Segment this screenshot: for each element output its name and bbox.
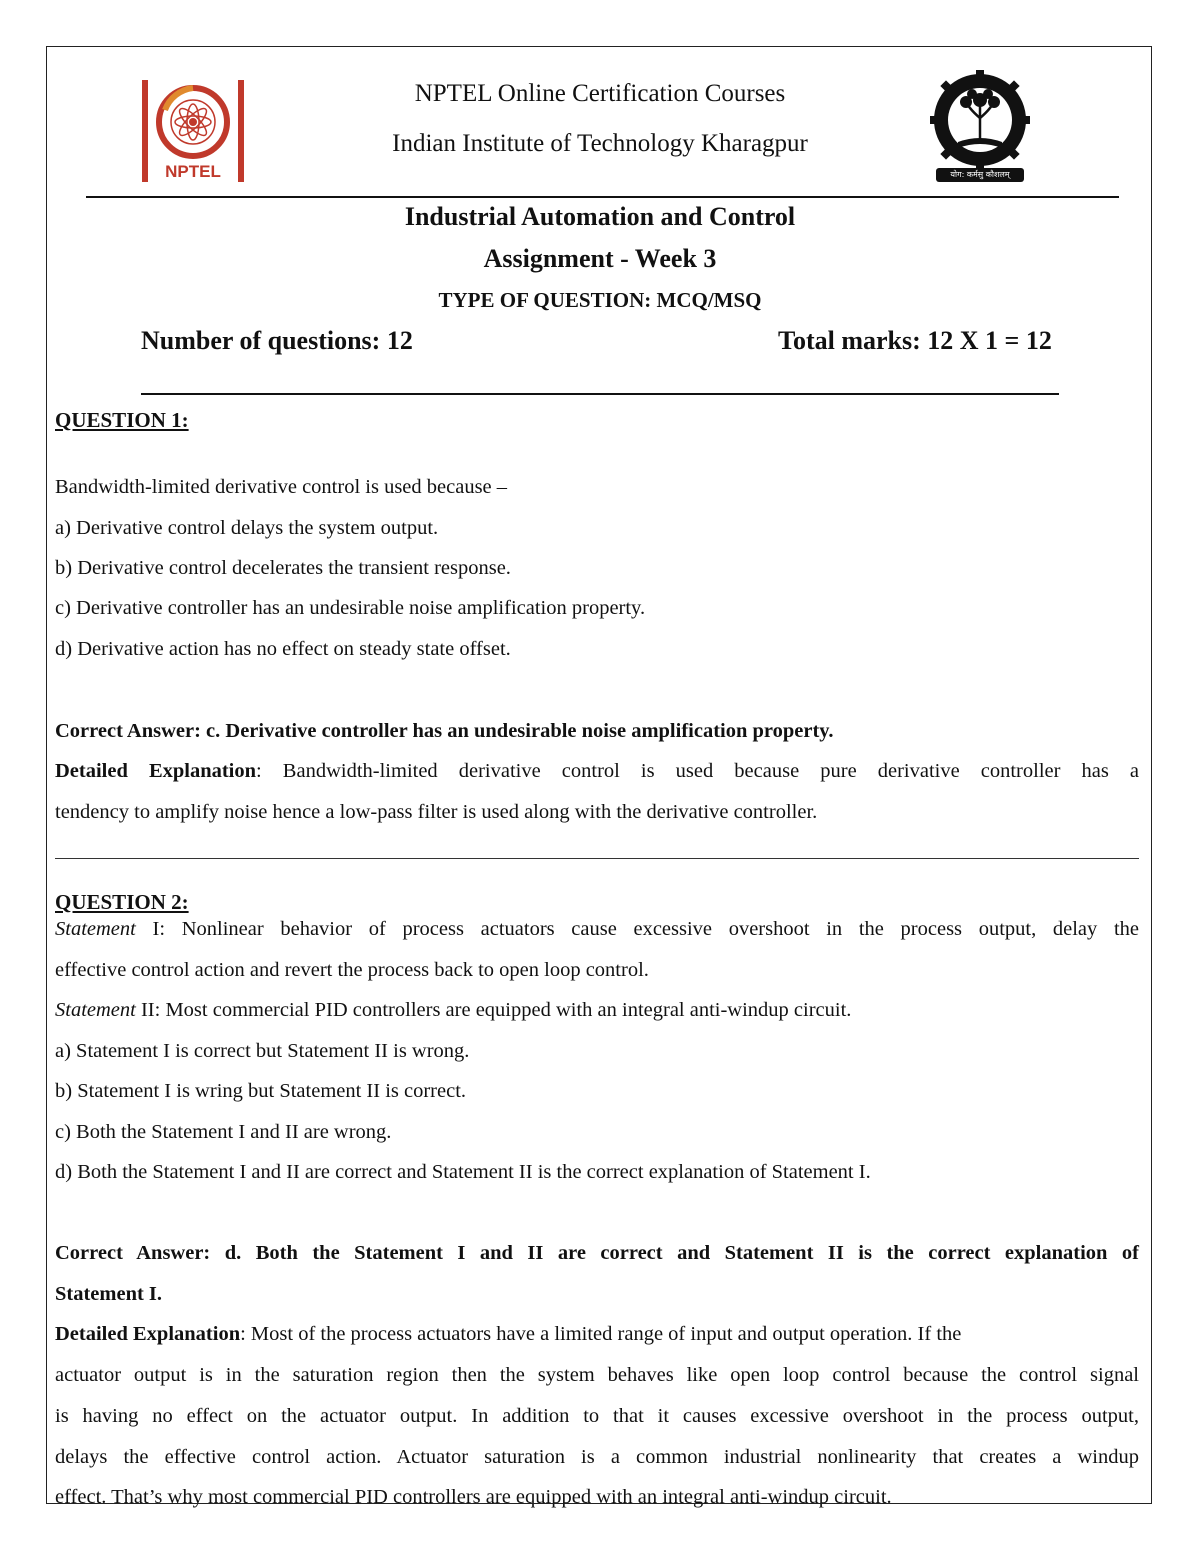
question-1-option-a: a) Derivative control delays the system output.	[55, 517, 439, 539]
question-2-option-c: c) Both the Statement I and II are wrong.	[55, 1121, 392, 1143]
assignment-title: Assignment - Week 3	[483, 244, 717, 273]
question-1-heading: QUESTION 1:	[55, 408, 189, 432]
question-2-explanation-line-3: is having no effect on the actuator output. In addition to that it causes excessive overshoot in the process output,	[55, 1405, 1139, 1427]
question-2-heading: QUESTION 2:	[55, 890, 189, 914]
question-2-explanation-line-2: actuator output is in the saturation region then the system behaves like open loop control because the control signal	[55, 1364, 1139, 1386]
statement-word: Statement	[55, 918, 136, 940]
page-border	[46, 46, 1152, 1504]
iit-logo-motto: योग: कर्मसु कौशलम्	[950, 170, 1010, 179]
question-2-explanation-line-5: effect. That’s why most commercial PID controllers are equipped with an integral anti-windup circuit.	[55, 1486, 892, 1508]
question-1-option-d: d) Derivative action has no effect on steady state offset.	[55, 638, 511, 660]
nptel-logo-text: NPTEL	[165, 162, 221, 181]
explanation-label: Detailed Explanation	[55, 760, 257, 782]
header-line-1: NPTEL Online Certification Courses	[414, 80, 786, 107]
question-1-explanation-line-2: tendency to amplify noise hence a low-pass filter is used along with the derivative controller.	[55, 801, 818, 823]
statement-text: I: Nonlinear behavior of process actuators cause excessive overshoot in the process output, delay the	[135, 918, 1139, 940]
question-1-option-b: b) Derivative control decelerates the transient response.	[55, 557, 511, 579]
question-1-option-c: c) Derivative controller has an undesirable noise amplification property.	[55, 597, 646, 619]
question-2-correct-answer-line-1: Correct Answer: d. Both the Statement I and II are correct and Statement II is the correct explanation of	[55, 1242, 1139, 1264]
question-2-option-a: a) Statement I is correct but Statement II is wrong.	[55, 1040, 470, 1062]
question-2-statement-1-line-2: effective control action and revert the process back to open loop control.	[55, 959, 649, 981]
number-of-questions: Number of questions: 12	[141, 326, 413, 355]
header-line-2: Indian Institute of Technology Kharagpur	[392, 130, 808, 157]
course-title: Industrial Automation and Control	[404, 202, 796, 231]
question-2-option-b: b) Statement I is wring but Statement II is correct.	[55, 1080, 467, 1102]
statement-word: Statement	[55, 999, 136, 1021]
statement-text: II: Most commercial PID controllers are equipped with an integral anti-windup circuit.	[135, 999, 852, 1021]
question-1-stem: Bandwidth-limited derivative control is used because –	[55, 476, 508, 498]
question-type: TYPE OF QUESTION: MCQ/MSQ	[438, 288, 762, 312]
explanation-label: Detailed Explanation	[55, 1323, 241, 1345]
total-marks: Total marks: 12 X 1 = 12	[778, 326, 1052, 355]
explanation-text: : Most of the process actuators have a limited range of input and output operation. If the	[240, 1323, 962, 1345]
question-2-explanation-line-4: delays the effective control action. Actuator saturation is a common industrial nonlinearity that creates a windup	[55, 1446, 1139, 1468]
explanation-text: : Bandwidth-limited derivative control is used because pure derivative controller has a	[256, 760, 1140, 782]
question-2-option-d: d) Both the Statement I and II are correct and Statement II is the correct explanation of Statement I.	[55, 1161, 871, 1183]
question-2-correct-answer-line-2: Statement I.	[55, 1283, 163, 1305]
question-1-correct-answer: Correct Answer: c. Derivative controller has an undesirable noise amplification property.	[55, 720, 834, 742]
